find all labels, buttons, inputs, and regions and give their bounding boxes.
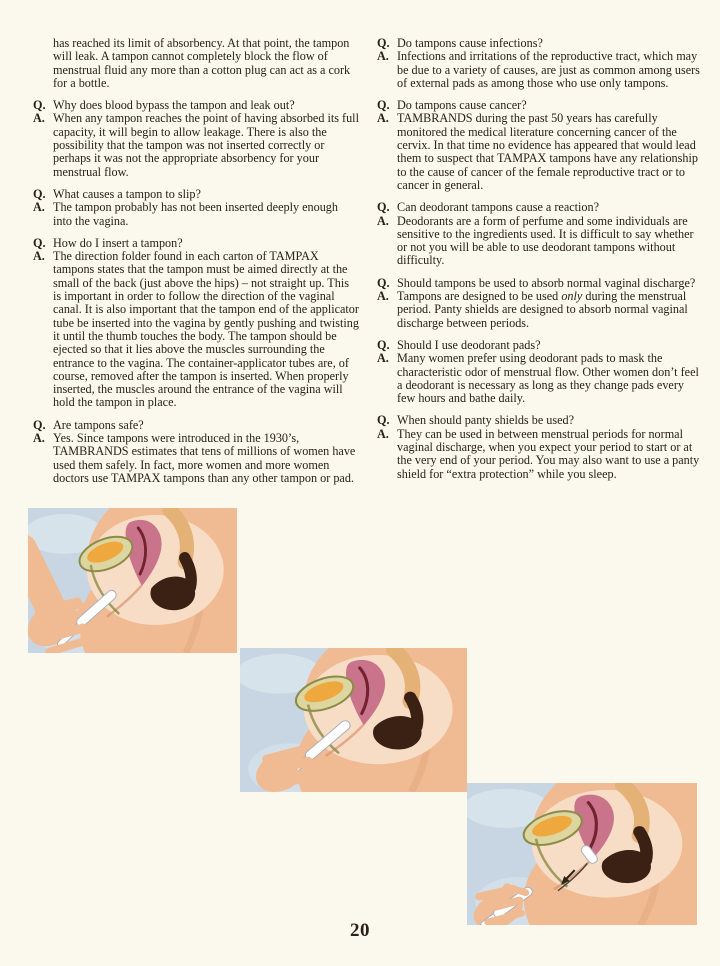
illustration-insertion-step-3 xyxy=(467,783,697,925)
answer-text: Deodorants are a form of perfume and some individuals are sensitive to the ingredients used. It is difficult to say whether or not you will be able to use deodorant tampons without difficulty. xyxy=(397,213,694,268)
answer-marker: A. xyxy=(377,351,389,366)
answer-text: Many women prefer using deodorant pads to mask the characteristic odor of menstrual flow. Other women don’t feel a deodorant is necessary as long as they change pads every few hours and bathe daily. xyxy=(397,351,699,406)
answer-text: The direction folder found in each carton of TAMPAX tampons states that the tampon must be aimed directly at the small of the back (just above the hips) – not straight up. This is important in order to follow the direction of the vaginal canal. It is also important that the tampon end of the applicator tube be inserted into the vagina by gently pushing and twisting it until the thumb touches the body. The tampon should be ejected so that it lies above the muscles surrounding the entrance to the vagina. The container-applicator tubes are, of course, removed after the tampon is inserted. When properly inserted, the muscles around the entrance of the vagina will hold the tampon in place. xyxy=(53,249,359,410)
question-marker: Q. xyxy=(377,413,390,428)
answer-marker: A. xyxy=(33,111,45,126)
answer-row xyxy=(377,352,701,405)
answer-marker: A. xyxy=(377,111,389,126)
question-marker: Q. xyxy=(377,98,390,113)
continuation-paragraph: has reached its limit of absorbency. At that point, the tampon will leak. A tampon cannot completely block the flow of menstrual fluid any more than a cotton plug can act as a cork for a bottle. xyxy=(53,36,351,90)
qa-block xyxy=(33,188,359,228)
question-row xyxy=(33,419,359,432)
question-marker: Q. xyxy=(377,36,390,50)
answer-text: Tampons are designed to be used only during the menstrual period. Panty shields are designed to absorb normal vaginal discharge between periods. xyxy=(397,289,688,330)
question-text: Do tampons cause cancer? xyxy=(397,98,527,113)
question-row xyxy=(33,188,359,201)
question-marker: Q. xyxy=(377,200,390,215)
question-marker: Q. xyxy=(33,186,46,201)
question-row xyxy=(33,237,359,250)
question-text: Can deodorant tampons cause a reaction? xyxy=(397,200,600,215)
question-row xyxy=(377,201,701,214)
qa-block xyxy=(377,37,701,90)
question-row xyxy=(377,99,701,112)
answer-text: They can be used in between menstrual periods for normal vaginal discharge, when you expect your period to start or at the very end of your period. You may also want to use a panty shield for “extra protection” while you sleep. xyxy=(397,426,700,481)
answer-row xyxy=(377,215,701,268)
left-column xyxy=(33,37,359,494)
qa-block xyxy=(377,99,701,192)
answer-text: When any tampon reaches the point of having absorbed its full capacity, it will begin to allow leakage. There is also the possibility that the tampon was not inserted correctly or perhaps it was not the appropriate absorbency for your menstrual flow. xyxy=(53,111,359,179)
answer-marker: A. xyxy=(377,426,389,441)
question-row xyxy=(377,277,701,290)
question-marker: Q. xyxy=(33,417,46,432)
qa-block xyxy=(377,339,701,405)
qa-block xyxy=(33,99,359,179)
right-column xyxy=(377,37,701,490)
qa-block xyxy=(33,419,359,485)
qa-block xyxy=(377,414,701,480)
illustration-insertion-step-2 xyxy=(240,648,467,792)
question-row xyxy=(377,339,701,352)
qa-block xyxy=(377,277,701,330)
answer-text: Infections and irritations of the reproductive tract, which may be due to a variety of causes, are just as common among users of external pads as among those who use only tampons. xyxy=(397,49,700,90)
question-row xyxy=(377,414,701,427)
qa-block xyxy=(33,237,359,410)
answer-marker: A. xyxy=(33,200,45,215)
question-row xyxy=(33,99,359,112)
question-text: Should tampons be used to absorb normal vaginal discharge? xyxy=(397,275,696,290)
page-number: 20 xyxy=(350,920,370,941)
answer-row xyxy=(377,112,701,192)
answer-row xyxy=(33,112,359,178)
answer-row xyxy=(33,432,359,485)
question-text: Do tampons cause infections? xyxy=(397,36,543,50)
qa-list-right xyxy=(377,37,701,481)
illustration-insertion-step-1 xyxy=(28,508,237,653)
answer-text: The tampon probably has not been inserted deeply enough into the vagina. xyxy=(53,200,338,228)
answer-row xyxy=(33,250,359,410)
qa-list-left xyxy=(33,99,359,485)
question-text: How do I insert a tampon? xyxy=(53,235,183,250)
question-text: Are tampons safe? xyxy=(53,417,144,432)
answer-row xyxy=(33,201,359,228)
question-text: Should I use deodorant pads? xyxy=(397,337,541,352)
answer-row xyxy=(377,290,701,330)
question-marker: Q. xyxy=(377,275,390,290)
answer-row xyxy=(377,50,701,90)
question-text: What causes a tampon to slip? xyxy=(53,186,201,201)
answer-marker: A. xyxy=(377,289,389,304)
answer-text: TAMBRANDS during the past 50 years has carefully monitored the medical literature concerning cancer of the cervix. In that time no evidence has appeared that would lead them to suspect that TAMPAX tampons have any relationship to the cause of cancer of the female reproductive tract or to cancer in general. xyxy=(397,111,698,192)
answer-text: Yes. Since tampons were introduced in the 1930’s, TAMBRANDS estimates that tens of millions of women have used them safely. In fact, more women and more women doctors use TAMPAX tampons than any other tampon or pad. xyxy=(53,431,356,485)
qa-block xyxy=(377,201,701,267)
question-text: Why does blood bypass the tampon and leak out? xyxy=(53,98,295,113)
question-marker: Q. xyxy=(33,235,46,250)
answer-marker: A. xyxy=(377,49,389,64)
question-marker: Q. xyxy=(377,337,390,352)
question-text: When should panty shields be used? xyxy=(397,413,575,428)
answer-row xyxy=(377,428,701,481)
answer-marker: A. xyxy=(33,249,45,264)
answer-marker: A. xyxy=(33,431,45,446)
answer-marker: A. xyxy=(377,213,389,228)
question-marker: Q. xyxy=(33,98,46,113)
question-row xyxy=(377,37,701,50)
